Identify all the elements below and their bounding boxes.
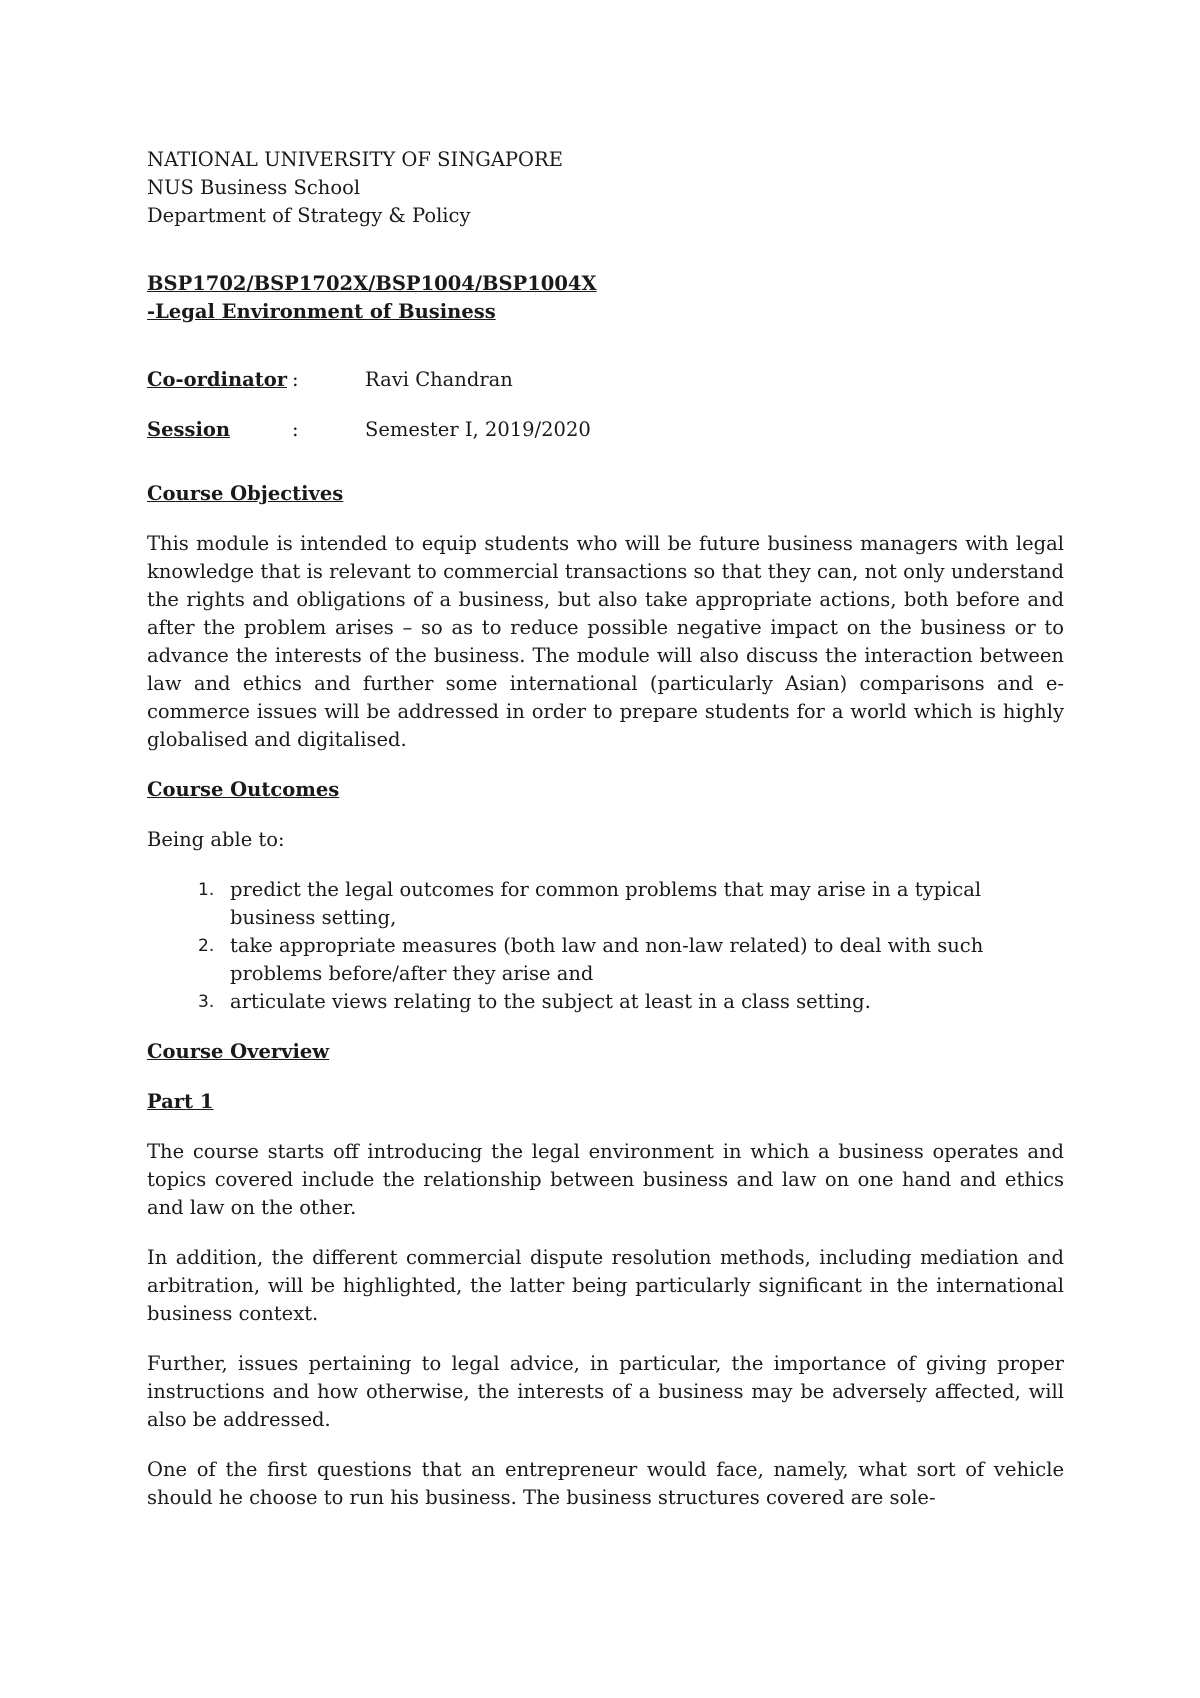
university-name: NATIONAL UNIVERSITY OF SINGAPORE bbox=[147, 148, 563, 171]
course-codes: BSP1702/BSP1702X/BSP1004/BSP1004X bbox=[147, 272, 597, 295]
document-page bbox=[147, 146, 1064, 1512]
objectives-paragraph: This module is intended to equip students who will be future business managers with legal knowledge that is relevant to commercial transactions so that they can, not only understand the rights and obligations of a business, but also take appropriate actions, both before and after the problem arises – so as to reduce possible negative impact on the business or to advance the interests of the business. The module will also discuss the interaction between law and ethics and further some international (particularly Asian) comparisons and e-commerce issues will be addressed in order to prepare students for a world which is highly globalised and digitalised. bbox=[147, 532, 1064, 751]
list-item bbox=[147, 988, 1064, 1016]
list-number: 2. bbox=[198, 936, 215, 956]
outcomes-intro: Being able to: bbox=[147, 828, 285, 851]
overview-paragraph: In addition, the different commercial dispute resolution methods, including mediation and arbitration, will be highlighted, the latter being particularly significant in the international business context. bbox=[147, 1246, 1064, 1325]
coordinator-row bbox=[147, 366, 1064, 394]
course-title: -Legal Environment of Business bbox=[147, 300, 496, 323]
department-name: Department of Strategy & Policy bbox=[147, 204, 471, 227]
outcomes-list bbox=[147, 876, 1064, 1016]
session-colon: : bbox=[292, 418, 299, 441]
list-number: 3. bbox=[198, 992, 215, 1012]
overview-heading: Course Overview bbox=[147, 1040, 330, 1063]
list-item bbox=[147, 932, 1064, 988]
list-item bbox=[147, 876, 1064, 932]
overview-paragraph: The course starts off introducing the legal environment in which a business operates and topics covered include the relationship between business and law on one hand and ethics and law on the other. bbox=[147, 1140, 1064, 1219]
session-row bbox=[147, 416, 1064, 444]
school-name: NUS Business School bbox=[147, 176, 361, 199]
overview-paragraph: Further, issues pertaining to legal advice, in particular, the importance of giving proper instructions and how otherwise, the interests of a business may be adversely affected, will also be addressed. bbox=[147, 1352, 1064, 1431]
objectives-heading: Course Objectives bbox=[147, 482, 344, 505]
list-item-text: articulate views relating to the subject at least in a class setting. bbox=[230, 990, 871, 1013]
session-value: Semester I, 2019/2020 bbox=[365, 418, 591, 441]
list-item-text: take appropriate measures (both law and non-law related) to deal with such problems before/after they arise and bbox=[230, 934, 984, 985]
session-label: Session bbox=[147, 418, 231, 441]
part-heading: Part 1 bbox=[147, 1090, 214, 1113]
overview-paragraph: One of the first questions that an entrepreneur would face, namely, what sort of vehicle should he choose to run his business. The business structures covered are sole- bbox=[147, 1458, 1064, 1509]
coordinator-colon: : bbox=[292, 368, 299, 391]
coordinator-label: Co-ordinator bbox=[147, 368, 288, 391]
outcomes-heading: Course Outcomes bbox=[147, 778, 340, 801]
list-item-text: predict the legal outcomes for common problems that may arise in a typical business setting, bbox=[230, 878, 982, 929]
coordinator-value: Ravi Chandran bbox=[365, 368, 513, 391]
list-number: 1. bbox=[198, 880, 215, 900]
